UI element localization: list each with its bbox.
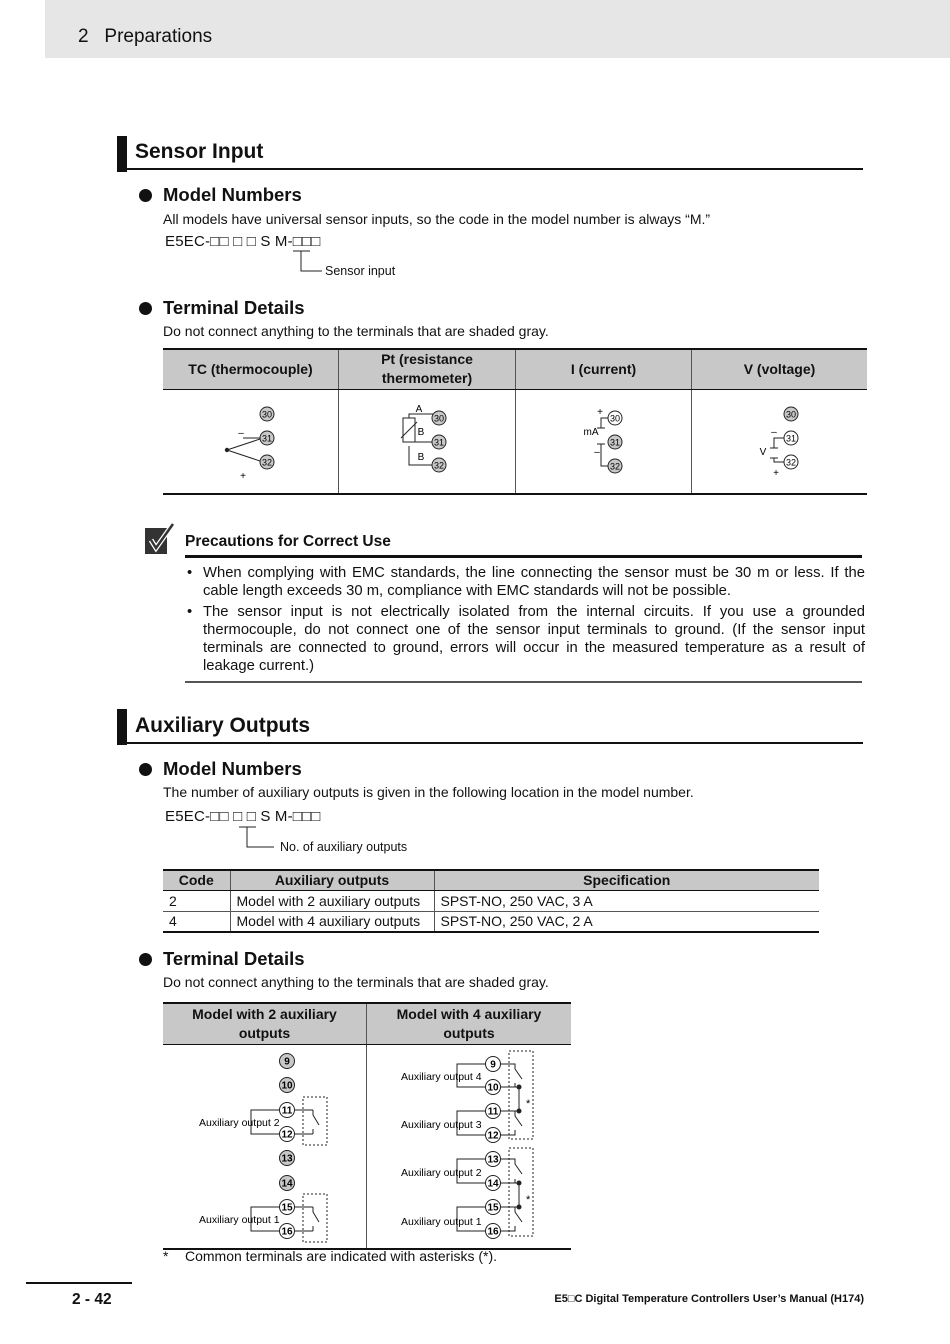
terminal-10: 10 xyxy=(281,1080,293,1091)
terminal-31: 31 xyxy=(785,433,797,443)
aux-outputs-table xyxy=(163,869,819,933)
col-voltage: V (voltage) xyxy=(692,349,868,389)
terminal-30: 30 xyxy=(433,413,445,423)
terminal-32: 32 xyxy=(433,460,445,470)
section-rule xyxy=(117,168,863,170)
col-4-aux: Model with 4 auxiliary outputs xyxy=(367,1003,572,1044)
aux-terminal-details-text: Do not connect anything to the terminals that are shaded gray. xyxy=(163,974,549,990)
section-marker xyxy=(117,709,127,745)
terminal-31: 31 xyxy=(609,437,621,447)
aux4-wiring-diagram xyxy=(367,1045,571,1245)
terminal-14: 14 xyxy=(281,1178,293,1189)
col-tc: TC (thermocouple) xyxy=(163,349,339,389)
terminal-30: 30 xyxy=(785,409,797,419)
cell-aux-outputs: Model with 2 auxiliary outputs xyxy=(230,890,434,911)
asterisk-mark: * xyxy=(526,1097,531,1110)
b-label: B xyxy=(417,451,425,463)
plus-label: + xyxy=(597,406,603,418)
col-code: Code xyxy=(163,870,230,890)
terminal-12: 12 xyxy=(487,1130,499,1141)
terminal-16: 16 xyxy=(487,1226,499,1237)
label-aux-output-2: Auxiliary output 2 xyxy=(199,1116,280,1129)
aux-terminal-table xyxy=(163,1002,571,1250)
terminal-11: 11 xyxy=(487,1106,499,1117)
section-rule xyxy=(117,742,863,744)
current-diagram-cell xyxy=(516,389,692,494)
pt-wiring-diagram xyxy=(339,390,515,490)
col-2-aux: Model with 2 auxiliary outputs xyxy=(163,1003,367,1044)
manual-title: E5□C Digital Temperature Controllers User’s Manual (H174) xyxy=(554,1293,864,1305)
footer-rule xyxy=(26,1282,132,1284)
callout-aux-outputs: No. of auxiliary outputs xyxy=(280,840,408,854)
terminal-12: 12 xyxy=(281,1129,293,1140)
heading-model-numbers: Model Numbers xyxy=(163,758,302,779)
heading-terminal-details: Terminal Details xyxy=(163,948,305,969)
b-label: B xyxy=(417,426,425,438)
terminal-15: 15 xyxy=(281,1202,293,1213)
col-specification: Specification xyxy=(434,870,819,890)
terminal-15: 15 xyxy=(487,1202,499,1213)
terminal-9: 9 xyxy=(490,1059,496,1070)
aux-model-numbers-text: The number of auxiliary outputs is given in the following location in the model number. xyxy=(163,784,694,800)
terminal-details-text: Do not connect anything to the terminals that are shaded gray. xyxy=(163,323,549,339)
voltage-wiring-diagram xyxy=(692,390,867,490)
table-row xyxy=(163,911,819,932)
terminal-16: 16 xyxy=(281,1226,293,1237)
precaution-item-isolation: • The sensor input is not electrically isolated from the internal circuits. If you use a grounded thermocouple, do not connect one of the sensor input terminals to ground. (If the sensor input terminals are connected to ground, errors will occur in the measured temperature as a result of leakage current.) xyxy=(185,603,865,675)
cell-code: 2 xyxy=(163,890,230,911)
section-marker xyxy=(117,136,127,172)
aux2-diagram-cell xyxy=(163,1044,367,1249)
model-code: E5EC-□□ □ □ S M-□□□ xyxy=(165,233,321,250)
section-title-auxiliary-outputs: Auxiliary Outputs xyxy=(135,714,311,737)
terminal-32: 32 xyxy=(261,457,273,467)
bullet-icon xyxy=(139,953,152,966)
pt-diagram-cell xyxy=(339,389,516,494)
col-pt: Pt (resistance thermometer) xyxy=(339,349,516,389)
callout-bracket xyxy=(236,826,280,851)
heading-terminal-details: Terminal Details xyxy=(163,297,305,318)
bullet-icon xyxy=(139,763,152,776)
tc-diagram-cell xyxy=(163,389,339,494)
terminal-14: 14 xyxy=(487,1178,499,1189)
terminal-32: 32 xyxy=(785,457,797,467)
col-aux-outputs: Auxiliary outputs xyxy=(230,870,434,890)
terminal-13: 13 xyxy=(487,1154,499,1165)
footnote-mark: * xyxy=(163,1248,169,1264)
terminal-31: 31 xyxy=(433,437,445,447)
minus-label: – xyxy=(594,446,600,458)
terminal-9: 9 xyxy=(284,1056,290,1067)
chapter-title: 2 Preparations xyxy=(78,26,213,47)
page-number: 2 - 42 xyxy=(72,1291,112,1308)
terminal-11: 11 xyxy=(281,1105,293,1116)
label-aux-output-3: Auxiliary output 3 xyxy=(401,1118,482,1131)
label-aux-output-1: Auxiliary output 1 xyxy=(199,1213,280,1226)
terminal-32: 32 xyxy=(609,461,621,471)
label-aux-output-2: Auxiliary output 2 xyxy=(401,1166,482,1179)
current-wiring-diagram xyxy=(516,390,691,490)
cell-code: 4 xyxy=(169,913,177,930)
precautions-bottom-rule xyxy=(185,681,862,683)
terminal-31: 31 xyxy=(261,433,273,443)
minus-label: – xyxy=(771,426,777,438)
asterisk-mark: * xyxy=(526,1193,531,1206)
terminal-30: 30 xyxy=(261,409,273,419)
precautions-rule xyxy=(185,555,862,558)
bullet-icon xyxy=(139,302,152,315)
v-label: V xyxy=(759,446,767,458)
model-code: E5EC-□□ □ □ S M-□□□ xyxy=(165,808,321,825)
a-label: A xyxy=(415,403,423,415)
terminal-10: 10 xyxy=(487,1082,499,1093)
precautions-title: Precautions for Correct Use xyxy=(185,533,391,550)
heading-model-numbers: Model Numbers xyxy=(163,184,302,205)
label-aux-output-4: Auxiliary output 4 xyxy=(401,1070,482,1083)
ma-label: mA xyxy=(583,426,599,438)
voltage-diagram-cell xyxy=(692,389,868,494)
col-current: I (current) xyxy=(516,349,692,389)
section-title-sensor-input: Sensor Input xyxy=(135,140,264,163)
terminal-30: 30 xyxy=(609,413,621,423)
sensor-terminal-table xyxy=(163,348,867,495)
table-row xyxy=(163,890,819,911)
plus-label: + xyxy=(773,467,779,479)
precautions-check-icon xyxy=(143,522,175,556)
cell-aux-outputs: Model with 4 auxiliary outputs xyxy=(230,911,434,932)
callout-sensor-input: Sensor input xyxy=(325,264,396,278)
terminal-13: 13 xyxy=(281,1153,293,1164)
aux2-wiring-diagram xyxy=(163,1045,366,1245)
callout-bracket xyxy=(290,250,330,275)
footnote-text: Common terminals are indicated with asterisks (*). xyxy=(185,1248,497,1264)
precautions-list xyxy=(185,564,865,678)
cell-specification: SPST-NO, 250 VAC, 3 A xyxy=(434,890,819,911)
label-aux-output-1: Auxiliary output 1 xyxy=(401,1215,482,1228)
minus-label: – xyxy=(238,427,244,439)
aux4-diagram-cell xyxy=(367,1044,572,1249)
precaution-item-emc: • When complying with EMC standards, the line connecting the sensor must be 30 m or less. If the cable length exceeds 30 m, compliance with EMC standards will not be possible. xyxy=(185,564,865,600)
plus-label: + xyxy=(240,470,246,482)
cell-specification: SPST-NO, 250 VAC, 2 A xyxy=(434,911,819,932)
bullet-icon xyxy=(139,189,152,202)
model-numbers-text: All models have universal sensor inputs, so the code in the model number is always “M.” xyxy=(163,211,711,227)
tc-wiring-diagram xyxy=(163,390,338,490)
